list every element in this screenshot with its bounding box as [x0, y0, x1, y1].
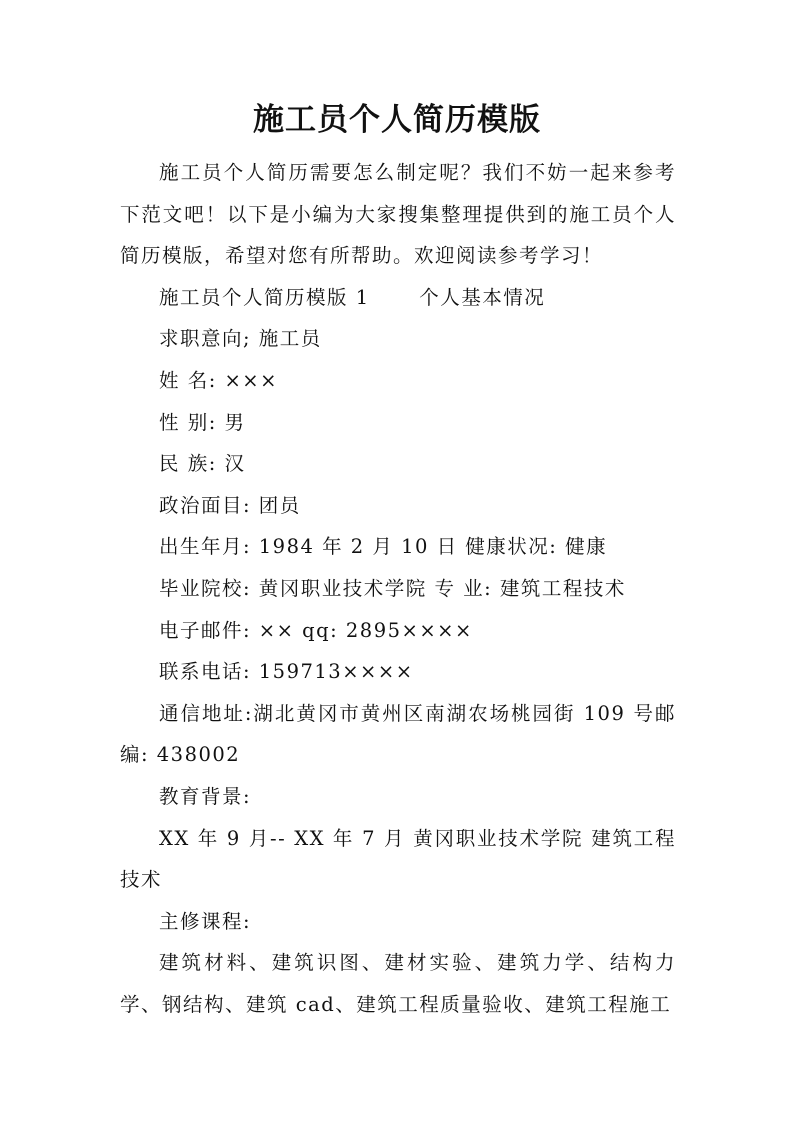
education-heading: 教育背景:	[159, 784, 252, 808]
intro-paragraph: 施工员个人简历需要怎么制定呢？我们不妨一起来参考下范文吧！以下是小编为大家搜集整理提供到的施工员个人简历模版，希望对您有所帮助。欢迎阅读参考学习！	[120, 161, 676, 268]
document-body	[120, 152, 676, 1025]
political-status-field: 政治面目: 团员	[159, 493, 301, 517]
document-title: 施工员个人简历模版	[253, 102, 541, 138]
ethnicity-field: 民 族: 汉	[159, 452, 246, 476]
school-major-field: 毕业院校: 黄冈职业技术学院 专 业: 建筑工程技术	[159, 576, 626, 600]
birth-health-field: 出生年月: 1984 年 2 月 10 日 健康状况: 健康	[159, 535, 608, 559]
name-field: 姓 名: ×××	[159, 368, 278, 392]
job-objective: 求职意向; 施工员	[159, 327, 322, 351]
resume-heading: 施工员个人简历模版 1 个人基本情况	[159, 285, 546, 309]
education-entry: XX 年 9 月-- XX 年 7 月 黄冈职业技术学院 建筑工程技术	[120, 826, 676, 892]
courses-heading: 主修课程:	[159, 909, 252, 933]
gender-field: 性 别: 男	[159, 410, 246, 434]
address-postcode-field: 通信地址:湖北黄冈市黄州区南湖农场桃园街 109 号邮编: 438002	[120, 701, 676, 767]
email-qq-field: 电子邮件: ×× qq: 2895××××	[159, 618, 473, 642]
courses-list: 建筑材料、建筑识图、建材实验、建筑力学、结构力学、钢结构、建筑 cad、建筑工程质量验收、建筑工程施工	[120, 951, 676, 1016]
phone-field: 联系电话: 159713××××	[159, 660, 414, 684]
